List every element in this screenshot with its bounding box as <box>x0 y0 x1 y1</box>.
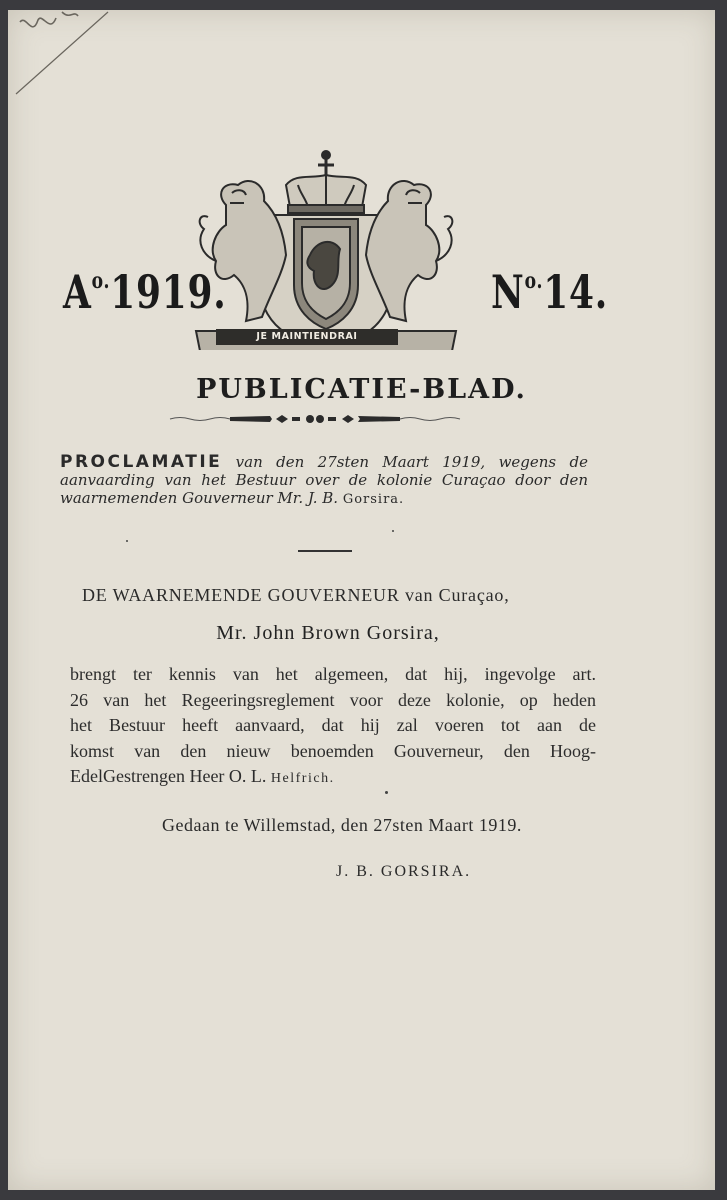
governor-heading: DE WAARNEMENDE GOUVERNEUR van Curaçao, <box>82 585 510 605</box>
separator-rule <box>298 550 352 552</box>
issue-place-date: Gedaan te Willemstad, den 27sten Maart 1919. <box>162 815 522 835</box>
signature: J. B. GORSIRA. <box>336 863 472 880</box>
proclamation-summary <box>60 453 588 509</box>
proclamation-body <box>70 662 596 792</box>
body-line: het Bestuur heeft aanvaard, dat hij zal voeren tot aan de <box>70 715 596 735</box>
proclamation-name: Gorsira. <box>342 492 405 507</box>
number-label: $N^{o.}14$. <box>491 265 609 319</box>
body-line: komst van den nieuw benoemden Gouverneur, den Hoog- <box>70 740 596 761</box>
ink-speck <box>126 540 128 542</box>
ink-speck <box>385 791 388 794</box>
successor-name: Helfrich. <box>270 771 335 786</box>
proclamation-lead: PROCLAMATIE <box>60 452 223 472</box>
body-line: brengt ter kennis van het algemeen, dat hij, ingevolge art. <box>70 664 596 684</box>
body-line: 26 van het Regeeringsreglement voor deze kolonie, op heden <box>70 689 596 710</box>
ink-speck <box>392 530 394 532</box>
publication-title: PUBLICATIE-BLAD. <box>196 374 527 405</box>
crest-motto: JE MAINTIENDRAI <box>256 331 358 342</box>
body-line: EdelGestrengen Heer O. L. Helfrich. <box>70 766 335 786</box>
proclamation-text: van den 27sten Maart 1919, wegens de aanvaarding van het Bestuur over de kolonie Curaçao door den waarnemenden Gouverneur Mr. J. B. <box>60 453 589 507</box>
coat-of-arms-emblem <box>186 145 466 350</box>
decorative-divider <box>160 412 470 426</box>
document-page <box>8 10 715 1190</box>
governor-name: Mr. John Brown Gorsira, <box>216 622 440 644</box>
year-label: $A^{o.}1919$. <box>63 265 227 319</box>
pencil-mark <box>12 10 122 110</box>
